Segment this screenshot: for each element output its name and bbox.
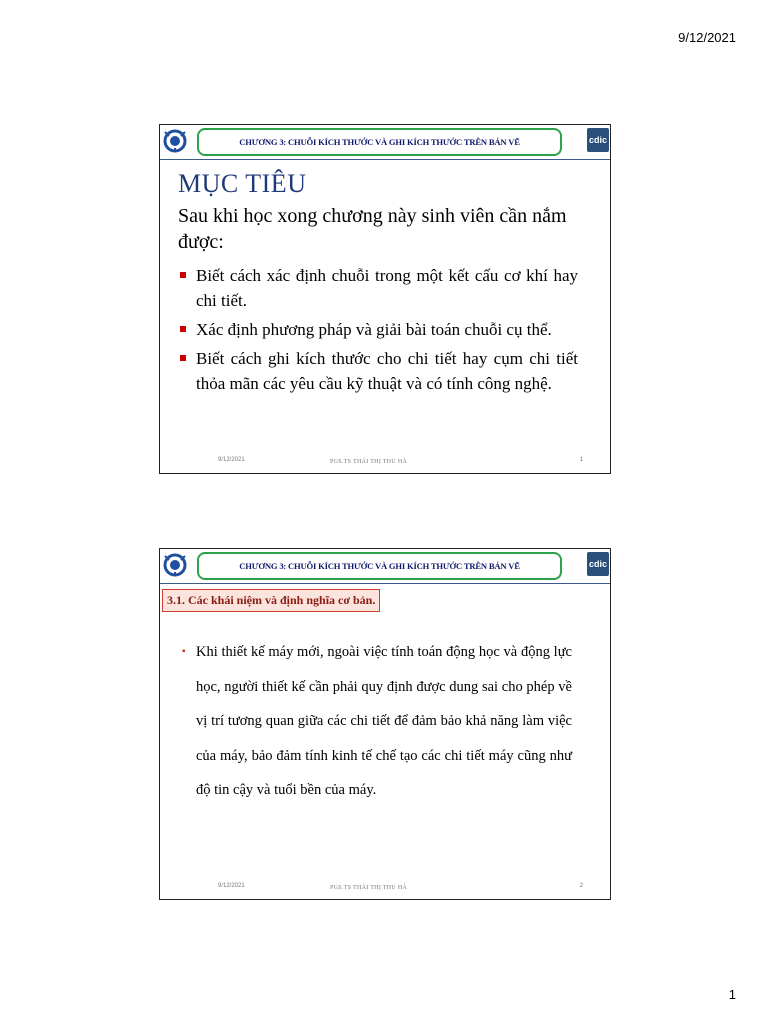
footer-slide-number: 1	[579, 457, 583, 463]
footer-author: PGS.TS THÁI THỊ THU HÀ	[330, 885, 408, 891]
header-divider	[160, 583, 610, 584]
cdic-logo-icon: cdic	[587, 552, 609, 576]
slide-title: MỤC TIÊU	[178, 169, 307, 198]
header-divider	[160, 159, 610, 160]
body-paragraph: Khi thiết kế máy mới, ngoài việc tính toán động học và động lực học, người thiết kế cần phải quy định được dung sai cho phép về vị trí tương quan giữa các chi tiết để đảm bảo khả năng làm việc của máy, bảo đảm tính kinh tế chế tạo các chi tiết máy cũng như độ tin cậy và tuổi bền của máy.	[196, 644, 572, 798]
bullet-square-icon	[180, 272, 186, 278]
list-item: Biết cách xác định chuỗi trong một kết cấu cơ khí hay chi tiết.	[178, 263, 578, 313]
page-number: 1	[728, 987, 736, 1002]
bullet-square-icon	[180, 355, 186, 361]
chapter-header: CHƯƠNG 3: CHUỖI KÍCH THƯỚC VÀ GHI KÍCH THƯỚC TRÊN BẢN VẼ	[197, 128, 562, 156]
cdic-logo-icon: cdic	[587, 128, 609, 152]
objectives-list	[178, 263, 578, 400]
bullet-square-icon	[180, 326, 186, 332]
list-item: Biết cách ghi kích thước cho chi tiết hay cụm chi tiết thỏa mãn các yêu cầu kỹ thuật và có tính công nghệ.	[178, 346, 578, 396]
slide-2	[159, 548, 611, 900]
footer-slide-number: 2	[579, 883, 583, 889]
section-title: 3.1. Các khái niệm và định nghĩa cơ bản.	[162, 589, 380, 612]
university-logo-icon	[163, 128, 187, 154]
page-date: 9/12/2021	[678, 30, 736, 45]
footer-date: 9/12/2021	[218, 457, 245, 463]
footer-date: 9/12/2021	[218, 883, 245, 889]
footer-author: PGS.TS THÁI THỊ THU HÀ	[330, 459, 408, 465]
bullet-square-icon: ▪	[182, 646, 186, 657]
list-item: Xác định phương pháp và giải bài toán chuỗi cụ thể.	[178, 317, 578, 342]
intro-text: Sau khi học xong chương này sinh viên cần nắm được:	[178, 205, 567, 253]
university-logo-icon	[163, 552, 187, 578]
slide-1	[159, 124, 611, 474]
chapter-header: CHƯƠNG 3: CHUỖI KÍCH THƯỚC VÀ GHI KÍCH THƯỚC TRÊN BẢN VẼ	[197, 552, 562, 580]
